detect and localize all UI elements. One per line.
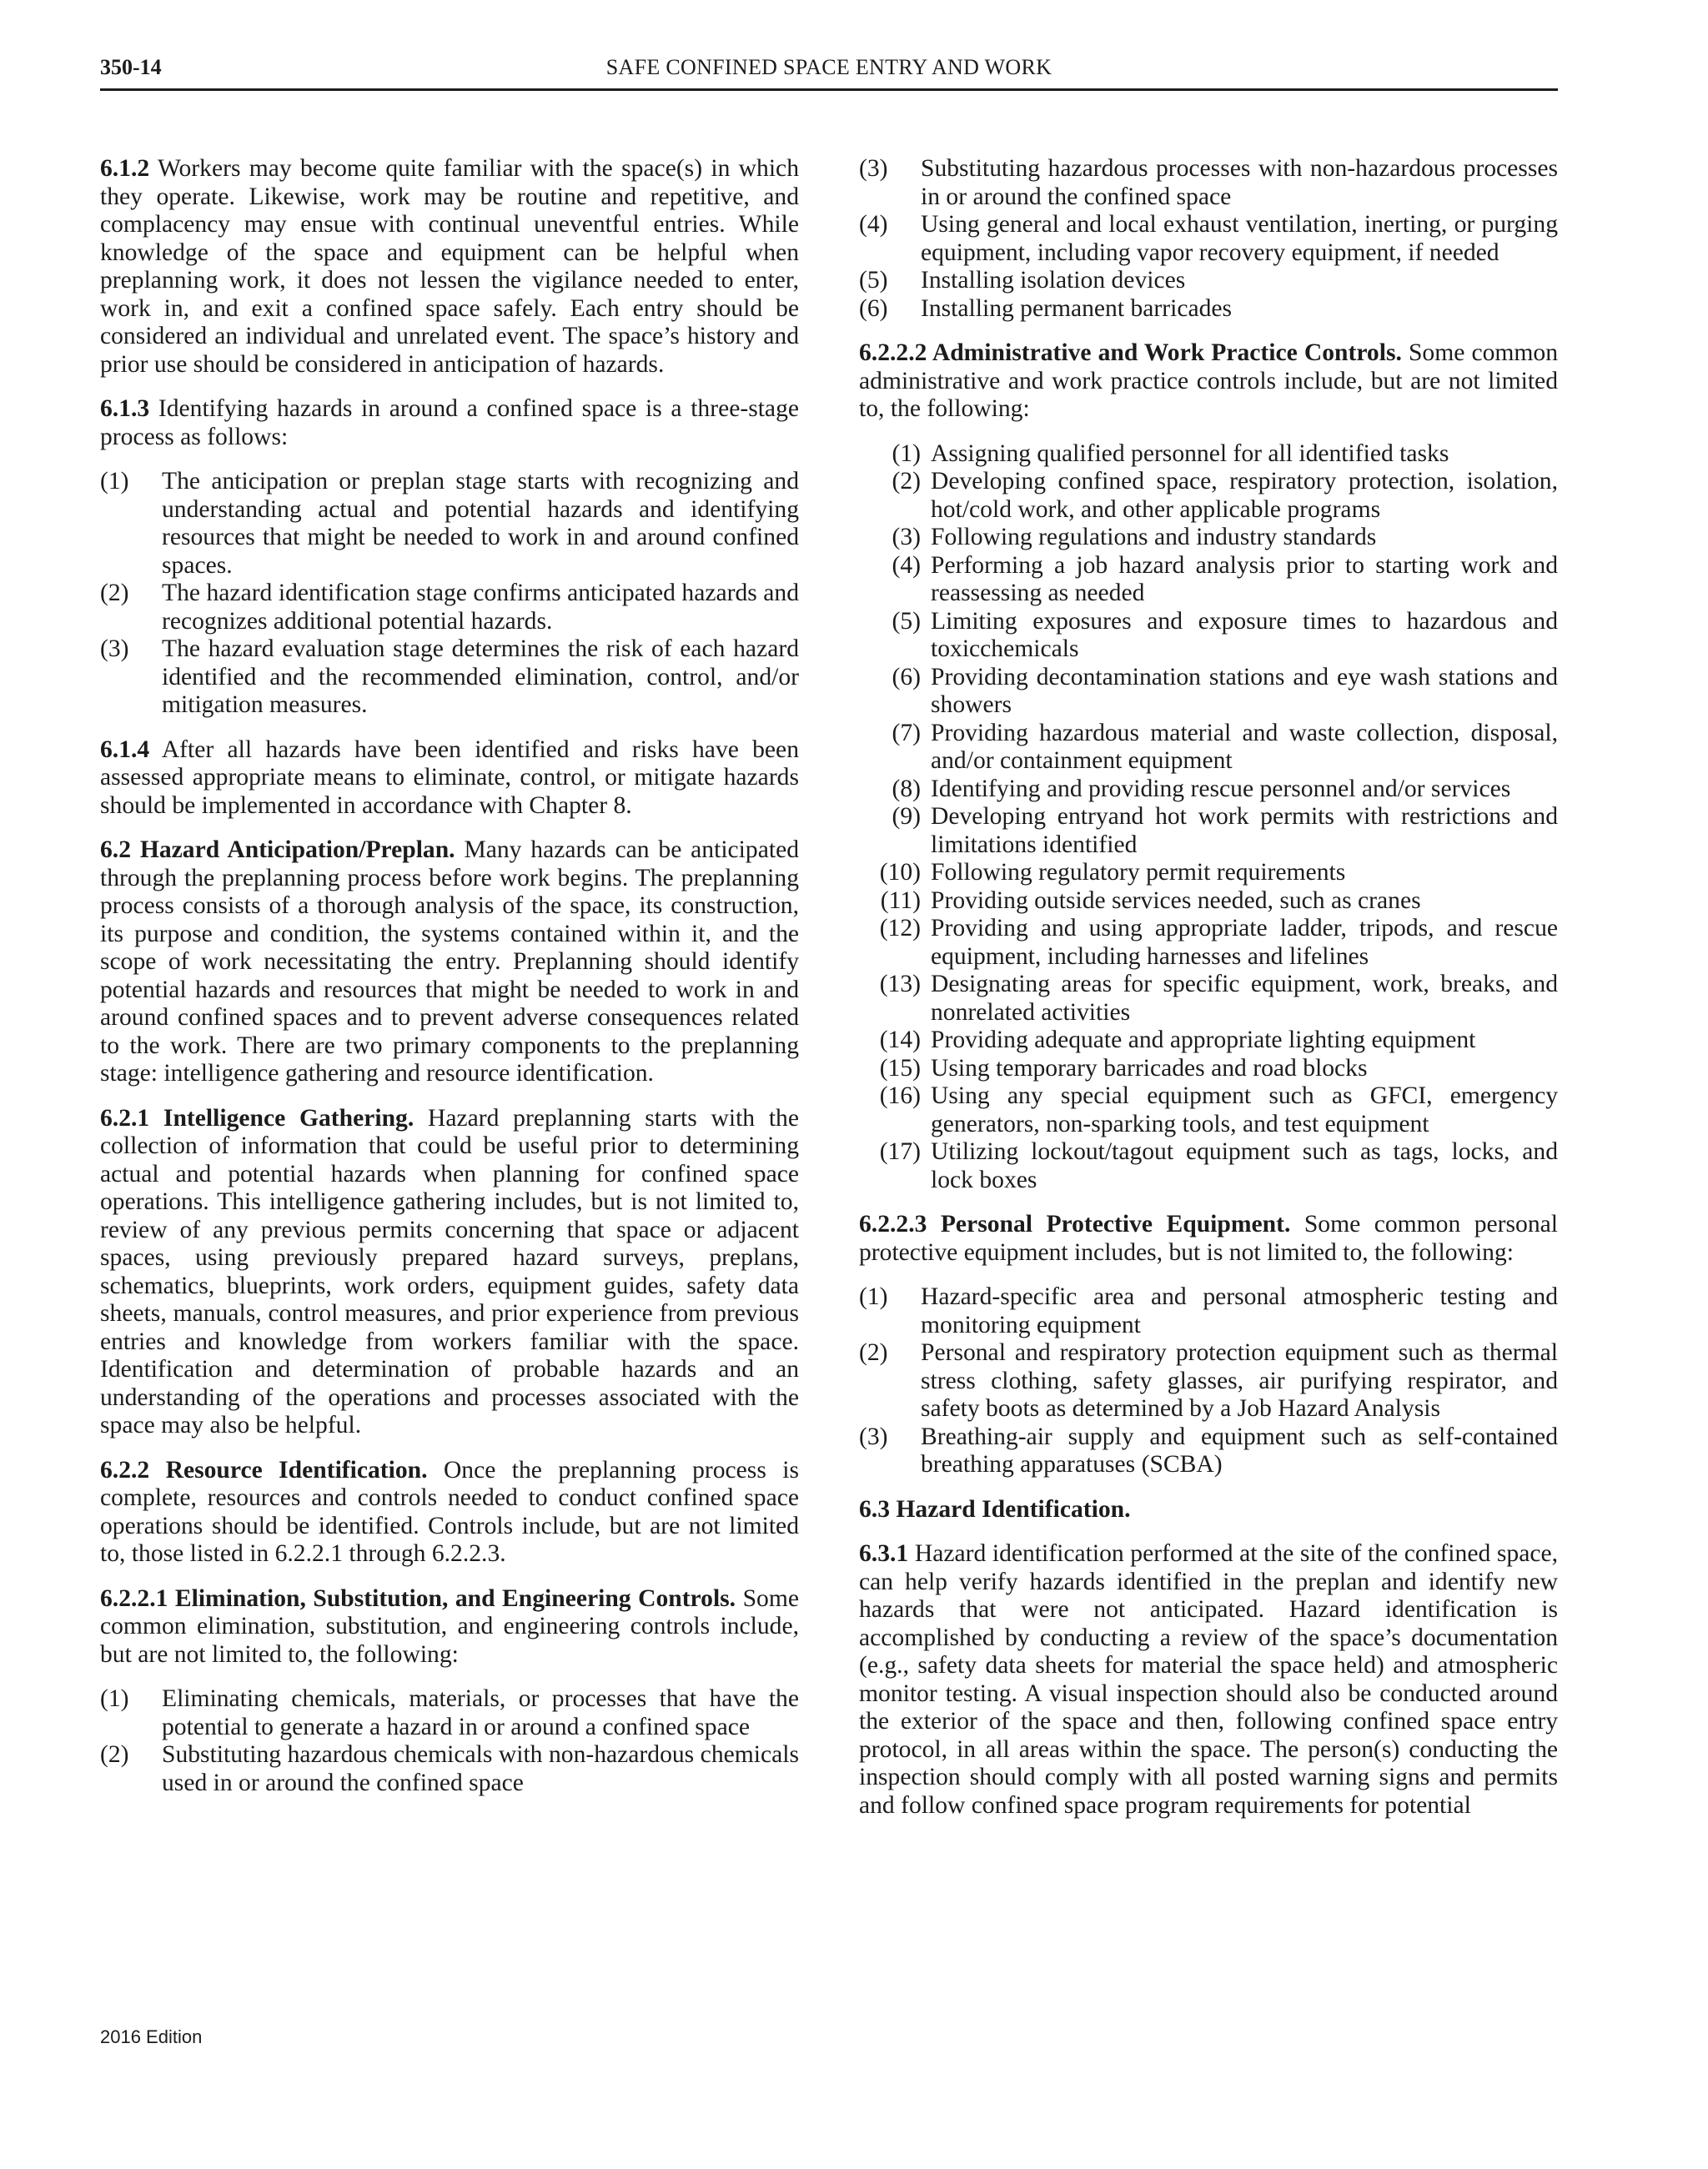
list-item-text: Utilizing lockout/tagout equipment such as tags, locks, and lock boxes	[931, 1138, 1558, 1193]
list-item-label: (1)	[100, 468, 129, 495]
list-item-label: (2)	[859, 1339, 888, 1366]
list-item-text: Using any special equipment such as GFCI, emergency generators, non-sparking tools, and test equipment	[931, 1082, 1558, 1137]
section-number: 6.1.3	[100, 395, 150, 422]
list-item	[100, 468, 799, 580]
section-6-1-3	[100, 395, 799, 451]
list-item-text: Developing entryand hot work permits with restrictions and limitations identified	[931, 803, 1558, 858]
list-item-text: Personal and respiratory protection equipment such as thermal stress clothing, safety glasses, air purifying respirator, and safety boots as determined by a Job Hazard Analysis	[921, 1339, 1558, 1422]
list-item-text: Providing hazardous material and waste collection, disposal, and/or containment equipment	[931, 719, 1558, 774]
list-item	[859, 720, 1558, 776]
list-item	[859, 267, 1558, 295]
section-heading: 6.2.2.3 Personal Protective Equipment.	[859, 1211, 1291, 1238]
engineering-controls-list	[100, 1685, 799, 1797]
list-item	[859, 1283, 1558, 1339]
list-item	[859, 295, 1558, 324]
list-item	[859, 664, 1558, 720]
list-item-text: Breathing-air supply and equipment such as self-contained breathing apparatuses (SCBA)	[921, 1423, 1558, 1478]
list-item	[859, 803, 1558, 859]
list-item-label: (1)	[859, 1283, 888, 1310]
list-item	[859, 1339, 1558, 1423]
list-item-label: (2)	[100, 1741, 129, 1768]
administrative-controls-list	[859, 440, 1558, 1195]
list-item	[859, 915, 1558, 971]
list-item-label: (4)	[859, 211, 888, 238]
section-6-1-4	[100, 736, 799, 821]
list-item-label: (5)	[859, 267, 888, 294]
list-item	[859, 1423, 1558, 1479]
list-item-text: Identifying and providing rescue personnel and/or services	[931, 775, 1511, 802]
list-item-label: (3)	[100, 635, 129, 662]
edition-footer: 2016 Edition	[100, 2026, 203, 2047]
list-item-text: The hazard evaluation stage determines the risk of each hazard identified and the recommended elimination, control, and/or mitigation measures.	[162, 635, 799, 718]
section-text: Some common personal protective equipment includes, but is not limited to, the following:	[859, 1211, 1558, 1266]
list-item	[859, 552, 1558, 608]
list-item-label: (10)	[879, 859, 921, 886]
list-item-text: Providing decontamination stations and eye wash stations and showers	[931, 663, 1558, 718]
section-6-2-2-1	[100, 1585, 799, 1669]
engineering-controls-list-continued	[859, 155, 1558, 323]
list-item-text: Following regulatory permit requirements	[931, 859, 1346, 886]
hazard-stage-list	[100, 468, 799, 720]
list-item-label: (3)	[892, 524, 921, 550]
list-item	[859, 608, 1558, 664]
list-item-label: (17)	[879, 1138, 921, 1165]
list-item-text: Hazard-specific area and personal atmospheric testing and monitoring equipment	[921, 1283, 1558, 1338]
list-item-label: (16)	[879, 1082, 921, 1109]
list-item-label: (5)	[892, 607, 921, 635]
list-item-text: Providing adequate and appropriate lighting equipment	[931, 1027, 1476, 1053]
list-item-label: (2)	[100, 580, 129, 606]
page-number: 350-14	[100, 55, 162, 79]
section-6-2-2-3	[859, 1211, 1558, 1267]
list-item	[100, 1741, 799, 1797]
list-item-label: (9)	[892, 803, 921, 830]
list-item	[100, 635, 799, 720]
section-6-1-2	[100, 155, 799, 379]
list-item-label: (6)	[892, 663, 921, 690]
list-item-label: (1)	[892, 439, 921, 467]
list-item-label: (4)	[892, 551, 921, 579]
section-number: 6.1.4	[100, 736, 150, 763]
list-item-label: (11)	[880, 886, 921, 914]
list-item	[859, 776, 1558, 804]
list-item-text: Using general and local exhaust ventilation, inerting, or purging equipment, including vapor recovery equipment, if needed	[921, 211, 1558, 266]
section-heading: 6.2 Hazard Anticipation/Preplan.	[100, 836, 455, 863]
list-item-label: (3)	[859, 155, 888, 182]
list-item	[100, 580, 799, 635]
section-6-2-2	[100, 1457, 799, 1569]
page-header	[100, 55, 1558, 91]
running-title: SAFE CONFINED SPACE ENTRY AND WORK	[605, 55, 1052, 79]
list-item	[100, 1685, 799, 1741]
list-item	[859, 1082, 1558, 1138]
section-6-2	[100, 836, 799, 1088]
list-item	[859, 1027, 1558, 1055]
section-text: Hazard identification performed at the site of the confined space, can help verify hazards identified in the preplan and identify new hazards that were not anticipated. Hazard identification is accomplished by conducting a review of the space’s documentation (e.g., safety data sheets for material the space held) and atmospheric monitor testing. A visual inspection should also be conducted around the exterior of the space and then, following confined space entry protocol, in all areas within the space. The person(s) conducting the inspection should comply with all posted warning signs and permits and follow confined space program requirements for potential	[859, 1540, 1559, 1819]
list-item-text: The hazard identification stage confirms anticipated hazards and recognizes additional potential hazards.	[162, 580, 799, 635]
section-text: Some common administrative and work practice controls include, but are not limited to, the following:	[859, 339, 1559, 422]
list-item-text: Following regulations and industry standards	[931, 524, 1377, 550]
section-heading: 6.2.1 Intelligence Gathering.	[100, 1104, 414, 1132]
list-item-text: Substituting hazardous processes with non-hazardous processes in or around the confined space	[921, 155, 1558, 210]
left-column	[100, 155, 799, 1814]
list-item-text: Limiting exposures and exposure times to hazardous and toxicchemicals	[931, 607, 1558, 662]
list-item-label: (3)	[859, 1423, 888, 1450]
list-item-label: (12)	[879, 915, 921, 941]
section-text: After all hazards have been identified and risks have been assessed appropriate means to eliminate, control, or mitigate hazards should be implemented in accordance with Chapter 8.	[100, 736, 799, 819]
list-item	[859, 971, 1558, 1027]
list-item-label: (1)	[100, 1685, 129, 1712]
section-6-3-1	[859, 1540, 1558, 1820]
section-text: Many hazards can be anticipated through the preplanning process before work begins. The preplanning process consists of a thorough analysis of the space, its construction, its purpose and condition, the systems contained within it, and the scope of work necessitating the entry. Preplanning should identify potential hazards and resources that might be needed to work in and around confined spaces and to prevent adverse consequences related to the work. There are two primary components to the preplanning stage: intelligence gathering and resource identification.	[100, 836, 799, 1087]
list-item	[859, 211, 1558, 267]
list-item-text: Developing confined space, respiratory protection, isolation, hot/cold work, and other applicable programs	[931, 468, 1558, 523]
list-item-text: Providing outside services needed, such as cranes	[931, 886, 1421, 914]
list-item-label: (14)	[879, 1027, 921, 1053]
list-item	[859, 440, 1558, 469]
list-item	[859, 524, 1558, 552]
section-text: Once the preplanning process is complete, resources and controls needed to conduct confined space operations should be identified. Controls include, but are not limited to, those listed in 6.2.2.1 through 6.2.2.3.	[100, 1456, 799, 1567]
list-item-label: (8)	[892, 775, 921, 802]
list-item-label: (13)	[879, 971, 921, 997]
list-item-text: Installing permanent barricades	[921, 294, 1233, 322]
section-heading: 6.2.2.1 Elimination, Substitution, and Engineering Controls.	[100, 1584, 736, 1612]
list-item-text: The anticipation or preplan stage starts with recognizing and understanding actual and potential hazards and identifying resources that might be needed to work in and around confined spaces.	[162, 468, 799, 579]
section-text: Workers may become quite familiar with the space(s) in which they operate. Likewise, work may be routine and repetitive, and complacency may ensue with continual uneventful entries. While knowledge of the space and equipment can be helpful when preplanning work, it does not lessen the vigilance needed to enter, work in, and exit a confined space safely. Each entry should be considered an individual and unrelated event. The space’s history and prior use should be considered in anticipation of hazards.	[100, 155, 799, 378]
list-item-label: (15)	[879, 1054, 921, 1082]
list-item	[859, 1138, 1558, 1194]
section-6-2-2-2	[859, 339, 1558, 424]
section-heading: 6.2.2.2 Administrative and Work Practice Controls.	[859, 339, 1402, 366]
right-column	[859, 155, 1558, 1836]
section-heading: 6.2.2 Resource Identification.	[100, 1456, 428, 1484]
list-item-label: (7)	[892, 719, 921, 746]
section-number: 6.3.1	[859, 1540, 909, 1567]
section-text: Some common elimination, substitution, and engineering controls include, but are not limited to, the following:	[100, 1584, 799, 1668]
list-item-text: Assigning qualified personnel for all identified tasks	[931, 439, 1449, 467]
list-item	[859, 468, 1558, 524]
list-item-label: (2)	[892, 468, 921, 495]
list-item-text: Providing and using appropriate ladder, tripods, and rescue equipment, including harnesses and lifelines	[931, 915, 1558, 970]
section-number: 6.1.2	[100, 155, 150, 182]
section-6-3-heading: 6.3 Hazard Identification.	[859, 1495, 1131, 1523]
list-item-text: Installing isolation devices	[921, 267, 1186, 294]
section-text: Identifying hazards in around a confined space is a three-stage process as follows:	[100, 395, 799, 450]
list-item	[859, 859, 1558, 887]
section-text: Hazard preplanning starts with the collection of information that could be useful prior to determining actual and potential hazards when planning for confined space operations. This intelligence gathering includes, but is not limited to, review of any previous permits concerning that space or adjacent spaces, using previously prepared hazard surveys, preplans, schematics, blueprints, work orders, equipment guides, safety data sheets, manuals, control measures, and prior experience from previous entries and knowledge from workers familiar with the space. Identification and determination of probable hazards and an understanding of the operations and processes associated with the space may also be helpful.	[100, 1104, 799, 1438]
list-item-text: Using temporary barricades and road blocks	[931, 1054, 1368, 1082]
list-item-text: Substituting hazardous chemicals with non-hazardous chemicals used in or around the confined space	[162, 1741, 799, 1796]
list-item	[859, 155, 1558, 211]
list-item-label: (6)	[859, 294, 888, 322]
ppe-list	[859, 1283, 1558, 1479]
section-6-2-1	[100, 1105, 799, 1440]
list-item	[859, 887, 1558, 916]
list-item-text: Performing a job hazard analysis prior to starting work and reassessing as needed	[931, 551, 1558, 606]
list-item-text: Designating areas for specific equipment, work, breaks, and nonrelated activities	[931, 971, 1558, 1026]
list-item-text: Eliminating chemicals, materials, or processes that have the potential to generate a hazard in or around a confined space	[162, 1685, 799, 1740]
list-item	[859, 1055, 1558, 1083]
